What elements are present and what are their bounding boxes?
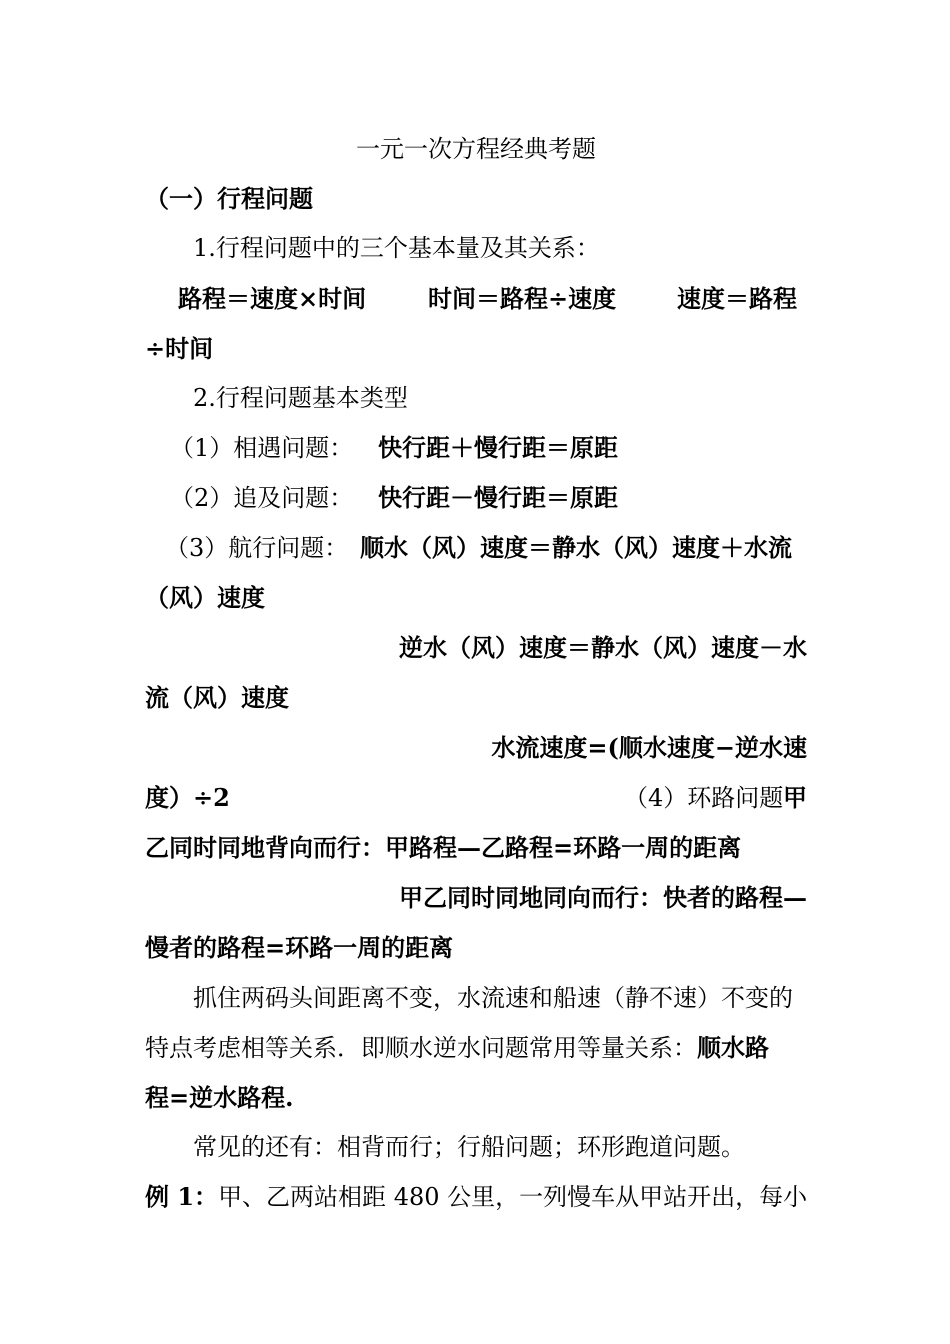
type3-formula3-part2: 度）÷2: [145, 783, 230, 812]
type3-formula1-part2: （风）速度: [145, 583, 265, 612]
type4-formula2-part2: 慢者的路程=环路一周的距离: [145, 933, 454, 962]
type2-label: （2）追及问题：: [170, 484, 354, 512]
page-title: 一元一次方程经典考题: [356, 135, 596, 163]
type4-formula1-part2: 乙同时同地背向而行：甲路程—乙路程=环路一周的距离: [145, 833, 742, 862]
section-heading: （一）行程问题: [145, 184, 313, 213]
formula-speed-part1: 速度＝路程: [677, 284, 797, 313]
example-text: 甲、乙两站相距 480 公里，一列慢车从甲站开出，每小: [218, 1183, 808, 1211]
type3-formula3-part1: 水流速度=(顺水速度−逆水速: [491, 733, 807, 762]
type3-formula2-part2: 流（风）速度: [145, 683, 289, 712]
example-label: 例 1：: [145, 1182, 219, 1211]
formula-distance: 路程＝速度×时间: [178, 284, 367, 313]
type4-label: （4）环路问题: [624, 784, 784, 812]
paragraph-basic-quantities: 1.行程问题中的三个基本量及其关系：: [193, 234, 600, 262]
paragraph-key-point-line1: 抓住两码头间距离不变，水流速和船速（静不速）不变的: [193, 984, 793, 1012]
example-1: [145, 1182, 807, 1212]
key-point-text: 特点考虑相等关系．即顺水逆水问题常用等量关系：: [145, 1034, 697, 1062]
type2-formula: 快行距－慢行距＝原距: [378, 483, 618, 512]
paragraph-key-point-line3: 程=逆水路程.: [145, 1083, 294, 1112]
type3-label: （3）航行问题：: [165, 534, 349, 562]
type4-formula2-part1: 甲乙同时同地同向而行：快者的路程—: [399, 883, 807, 912]
type3-formula2-part1: 逆水（风）速度＝静水（风）速度－水: [399, 633, 807, 662]
type1-formula: 快行距＋慢行距＝原距: [378, 433, 618, 462]
formula-time: 时间＝路程÷速度: [428, 284, 617, 313]
type4-formula1-part1: 甲: [783, 783, 807, 812]
paragraph-basic-types: 2.行程问题基本类型: [193, 384, 408, 412]
type1-label: （1）相遇问题：: [170, 434, 354, 462]
paragraph-key-point-line2: [145, 1033, 807, 1063]
type3-formula1-part1: 顺水（风）速度＝静水（风）速度＋水流: [360, 533, 792, 562]
formula-speed-part2: ÷时间: [145, 334, 214, 363]
key-point-bold: 顺水路: [697, 1033, 769, 1062]
paragraph-common-types: 常见的还有：相背而行；行船问题；环形跑道问题。: [193, 1133, 745, 1161]
